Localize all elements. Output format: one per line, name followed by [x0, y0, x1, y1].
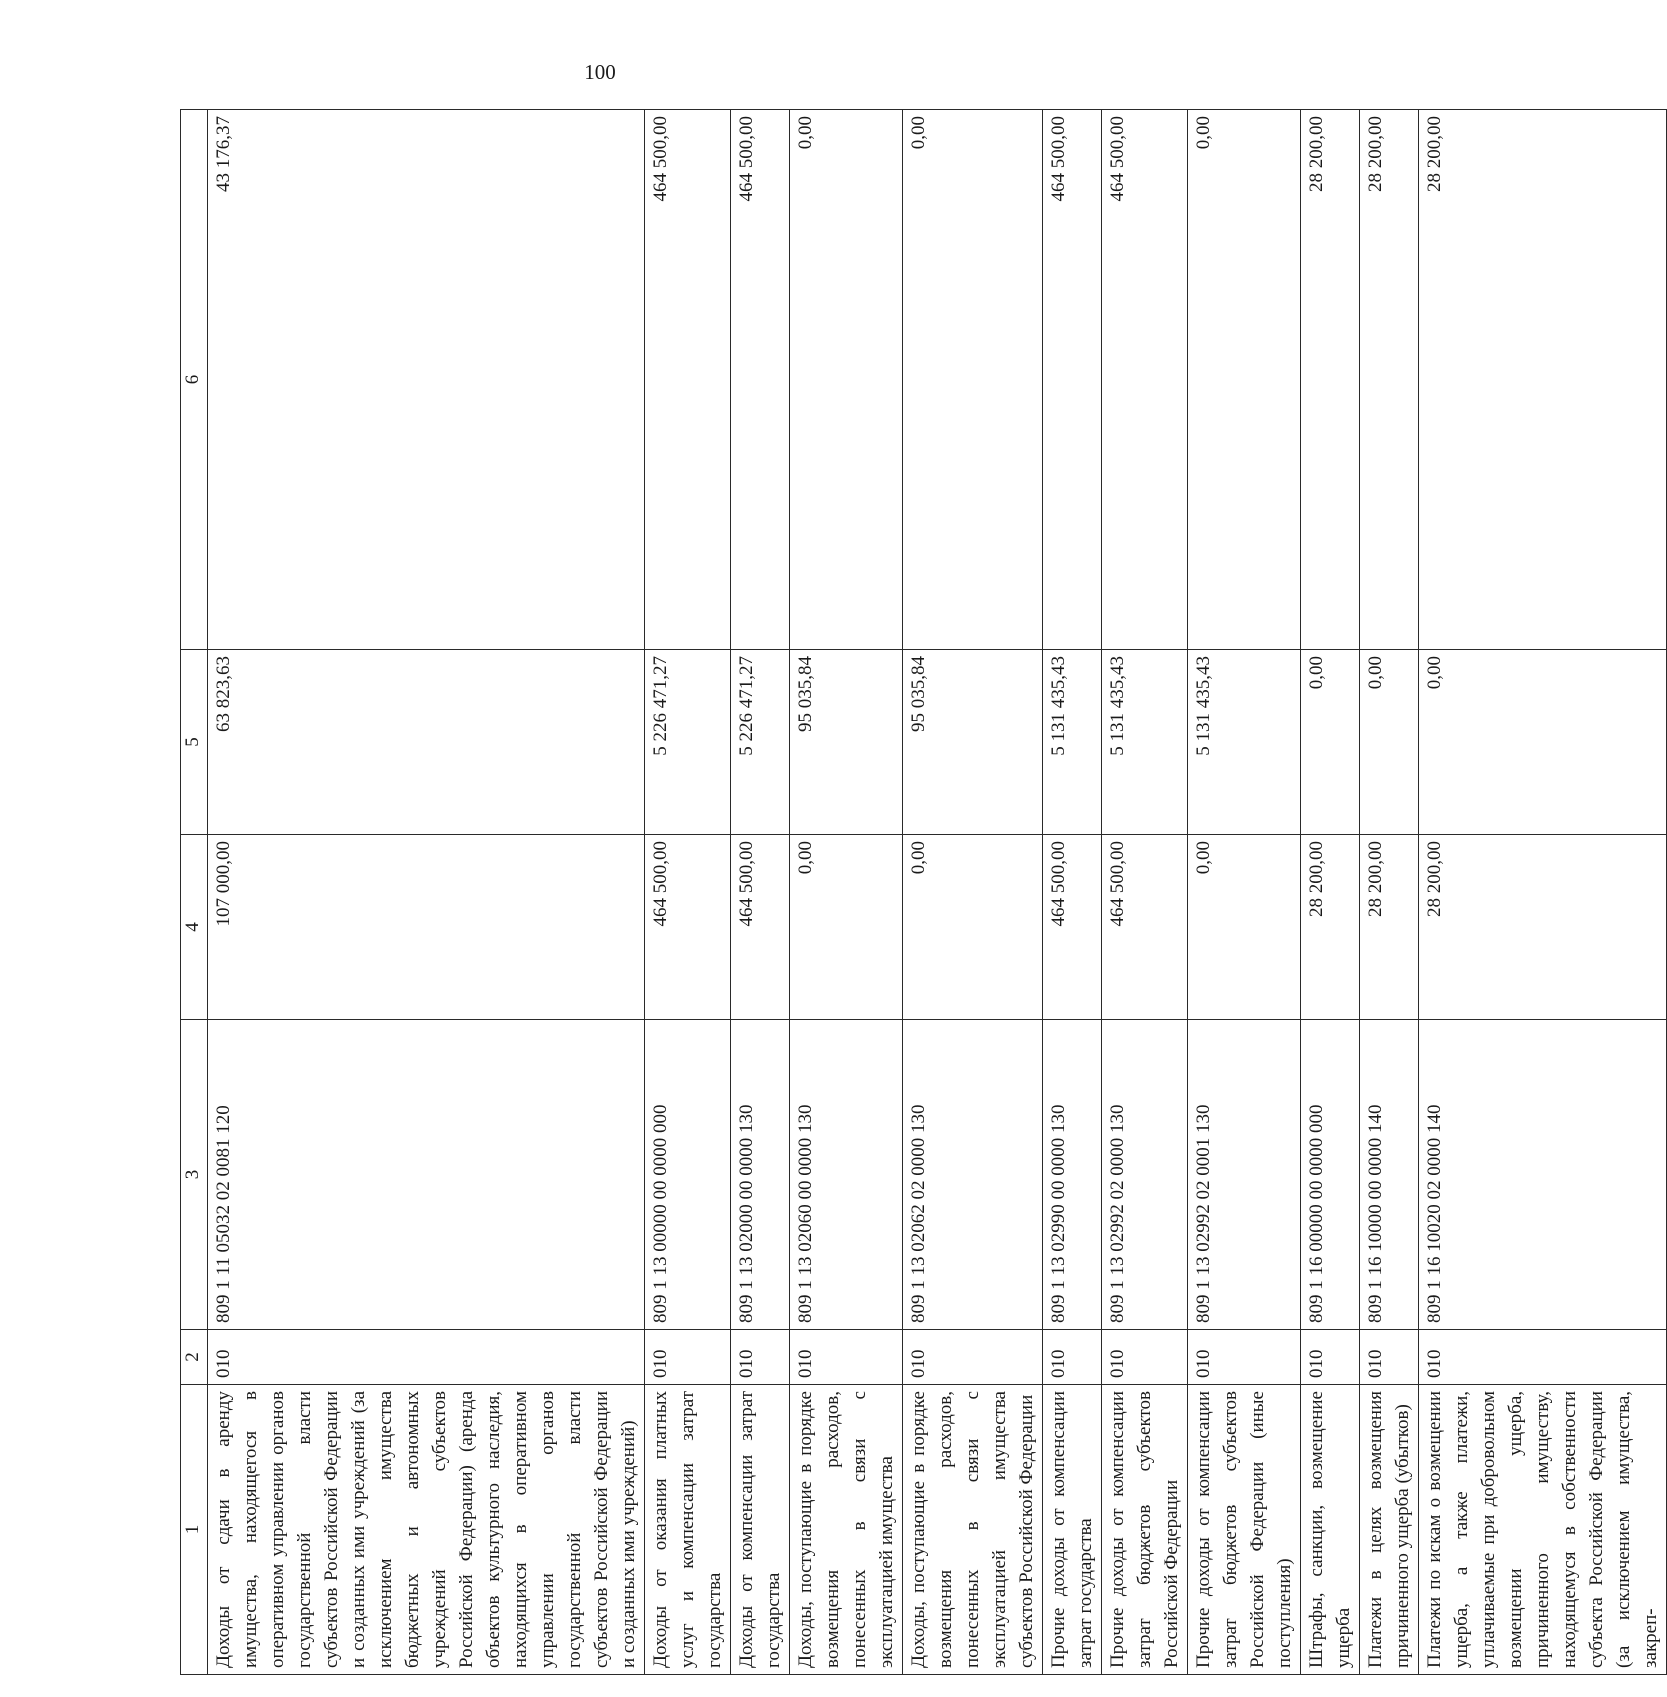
- row-col4-value: 28 200,00: [1360, 835, 1419, 1020]
- row-col5-value: 5 226 471,27: [645, 650, 731, 835]
- row-col6-value: 464 500,00: [645, 110, 731, 650]
- row-col5-value: 63 823,63: [208, 650, 645, 835]
- row-kbk: 809 1 13 02990 00 0000 130: [1043, 1020, 1102, 1330]
- page-number: 100: [584, 60, 616, 84]
- col-header-3: 3: [181, 1020, 208, 1330]
- row-col4-value: 464 500,00: [731, 835, 790, 1020]
- row-col5-value: 95 035,84: [903, 650, 1043, 835]
- table-row: [903, 110, 1043, 1675]
- row-col5-value: 5 131 435,43: [1188, 650, 1301, 835]
- col-header-1: 1: [181, 1385, 208, 1675]
- row-code: 010: [1301, 1330, 1360, 1385]
- row-name: Платежи в целях возмещения причиненного ущерба (убытков): [1360, 1385, 1419, 1675]
- table-row: [731, 110, 790, 1675]
- row-col5-value: 0,00: [1360, 650, 1419, 835]
- table-rotated-container: [180, 110, 1661, 1675]
- row-col5-value: 5 131 435,43: [1043, 650, 1102, 835]
- row-col4-value: 0,00: [790, 835, 903, 1020]
- table-row: [1043, 110, 1102, 1675]
- table-row: [1188, 110, 1301, 1675]
- row-col6-value: 28 200,00: [1301, 110, 1360, 650]
- row-kbk: 809 1 13 00000 00 0000 000: [645, 1020, 731, 1330]
- row-col5-value: 5 226 471,27: [731, 650, 790, 835]
- row-kbk: 809 1 16 10000 00 0000 140: [1360, 1020, 1419, 1330]
- row-col6-value: 28 200,00: [1360, 110, 1419, 650]
- col-header-5: 5: [181, 650, 208, 835]
- row-name: Прочие доходы от компенсации затрат государства: [1043, 1385, 1102, 1675]
- row-kbk: 809 1 13 02992 02 0000 130: [1102, 1020, 1188, 1330]
- row-code: 010: [903, 1330, 1043, 1385]
- table-header-row: [181, 110, 208, 1675]
- row-code: 010: [731, 1330, 790, 1385]
- row-name: Доходы, поступающие в порядке возмещения расходов, понесенных в связи с эксплуатацией имущества субъектов Российской Федерации: [903, 1385, 1043, 1675]
- row-name: Платежи по искам о возмещении ущерба, а также платежи, уплачиваемые при добровольном возмещении ущерба, причиненного имуществу, находящемуся в собственности субъекта Российской Федерации (за исключением имущества, закреп-: [1419, 1385, 1667, 1675]
- row-kbk: 809 1 13 02062 02 0000 130: [903, 1020, 1043, 1330]
- row-col4-value: 0,00: [1188, 835, 1301, 1020]
- row-code: 010: [1360, 1330, 1419, 1385]
- row-col5-value: 5 131 435,43: [1102, 650, 1188, 835]
- row-code: 010: [645, 1330, 731, 1385]
- col-header-2: 2: [181, 1330, 208, 1385]
- table-row: [645, 110, 731, 1675]
- row-name: Доходы от компенсации затрат государства: [731, 1385, 790, 1675]
- row-name: Прочие доходы от компенсации затрат бюджетов субъектов Российской Федерации: [1102, 1385, 1188, 1675]
- row-col4-value: 28 200,00: [1301, 835, 1360, 1020]
- table-row: [1360, 110, 1419, 1675]
- row-kbk: 809 1 13 02992 02 0001 130: [1188, 1020, 1301, 1330]
- col-header-4: 4: [181, 835, 208, 1020]
- row-col6-value: 464 500,00: [1102, 110, 1188, 650]
- row-col6-value: 0,00: [903, 110, 1043, 650]
- row-col4-value: 464 500,00: [645, 835, 731, 1020]
- row-col4-value: 28 200,00: [1419, 835, 1667, 1020]
- row-name: Доходы от сдачи в аренду имущества, находящегося в оперативном управлении органов государственной власти субъектов Российской Федерации и созданных ими учреждений (за исключением имущества бюджетных и автономных учреждений субъектов Российской Федерации) (аренда объектов культурного наследия, находящихся в оперативном управлении органов государственной власти субъектов Российской Федерации и созданных ими учреждений): [208, 1385, 645, 1675]
- row-col4-value: 464 500,00: [1102, 835, 1188, 1020]
- table-row: [790, 110, 903, 1675]
- row-code: 010: [1102, 1330, 1188, 1385]
- row-name: Доходы от оказания платных услуг и компенсации затрат государства: [645, 1385, 731, 1675]
- row-col6-value: 28 200,00: [1419, 110, 1667, 650]
- row-kbk: 809 1 11 05032 02 0081 120: [208, 1020, 645, 1330]
- col-header-6: 6: [181, 110, 208, 650]
- table-row: [208, 110, 645, 1675]
- table-row: [1301, 110, 1360, 1675]
- row-col4-value: 107 000,00: [208, 835, 645, 1020]
- row-code: 010: [1188, 1330, 1301, 1385]
- row-kbk: 809 1 16 10020 02 0000 140: [1419, 1020, 1667, 1330]
- table-row: [1419, 110, 1667, 1675]
- row-col6-value: 464 500,00: [731, 110, 790, 650]
- row-code: 010: [1043, 1330, 1102, 1385]
- row-col6-value: 0,00: [1188, 110, 1301, 650]
- row-name: Доходы, поступающие в порядке возмещения расходов, понесенных в связи с эксплуатацией имущества: [790, 1385, 903, 1675]
- row-kbk: 809 1 16 00000 00 0000 000: [1301, 1020, 1360, 1330]
- row-col6-value: 464 500,00: [1043, 110, 1102, 650]
- row-kbk: 809 1 13 02000 00 0000 130: [731, 1020, 790, 1330]
- row-col6-value: 43 176,37: [208, 110, 645, 650]
- table-row: [1102, 110, 1188, 1675]
- row-col6-value: 0,00: [790, 110, 903, 650]
- row-col5-value: 0,00: [1419, 650, 1667, 835]
- row-col5-value: 0,00: [1301, 650, 1360, 835]
- row-code: 010: [208, 1330, 645, 1385]
- row-col4-value: 0,00: [903, 835, 1043, 1020]
- row-col4-value: 464 500,00: [1043, 835, 1102, 1020]
- row-code: 010: [790, 1330, 903, 1385]
- row-col5-value: 95 035,84: [790, 650, 903, 835]
- row-name: Прочие доходы от компенсации затрат бюджетов субъектов Российской Федерации (иные поступления): [1188, 1385, 1301, 1675]
- row-name: Штрафы, санкции, возмещение ущерба: [1301, 1385, 1360, 1675]
- row-code: 010: [1419, 1330, 1667, 1385]
- revenue-table: [180, 109, 1667, 1675]
- row-kbk: 809 1 13 02060 00 0000 130: [790, 1020, 903, 1330]
